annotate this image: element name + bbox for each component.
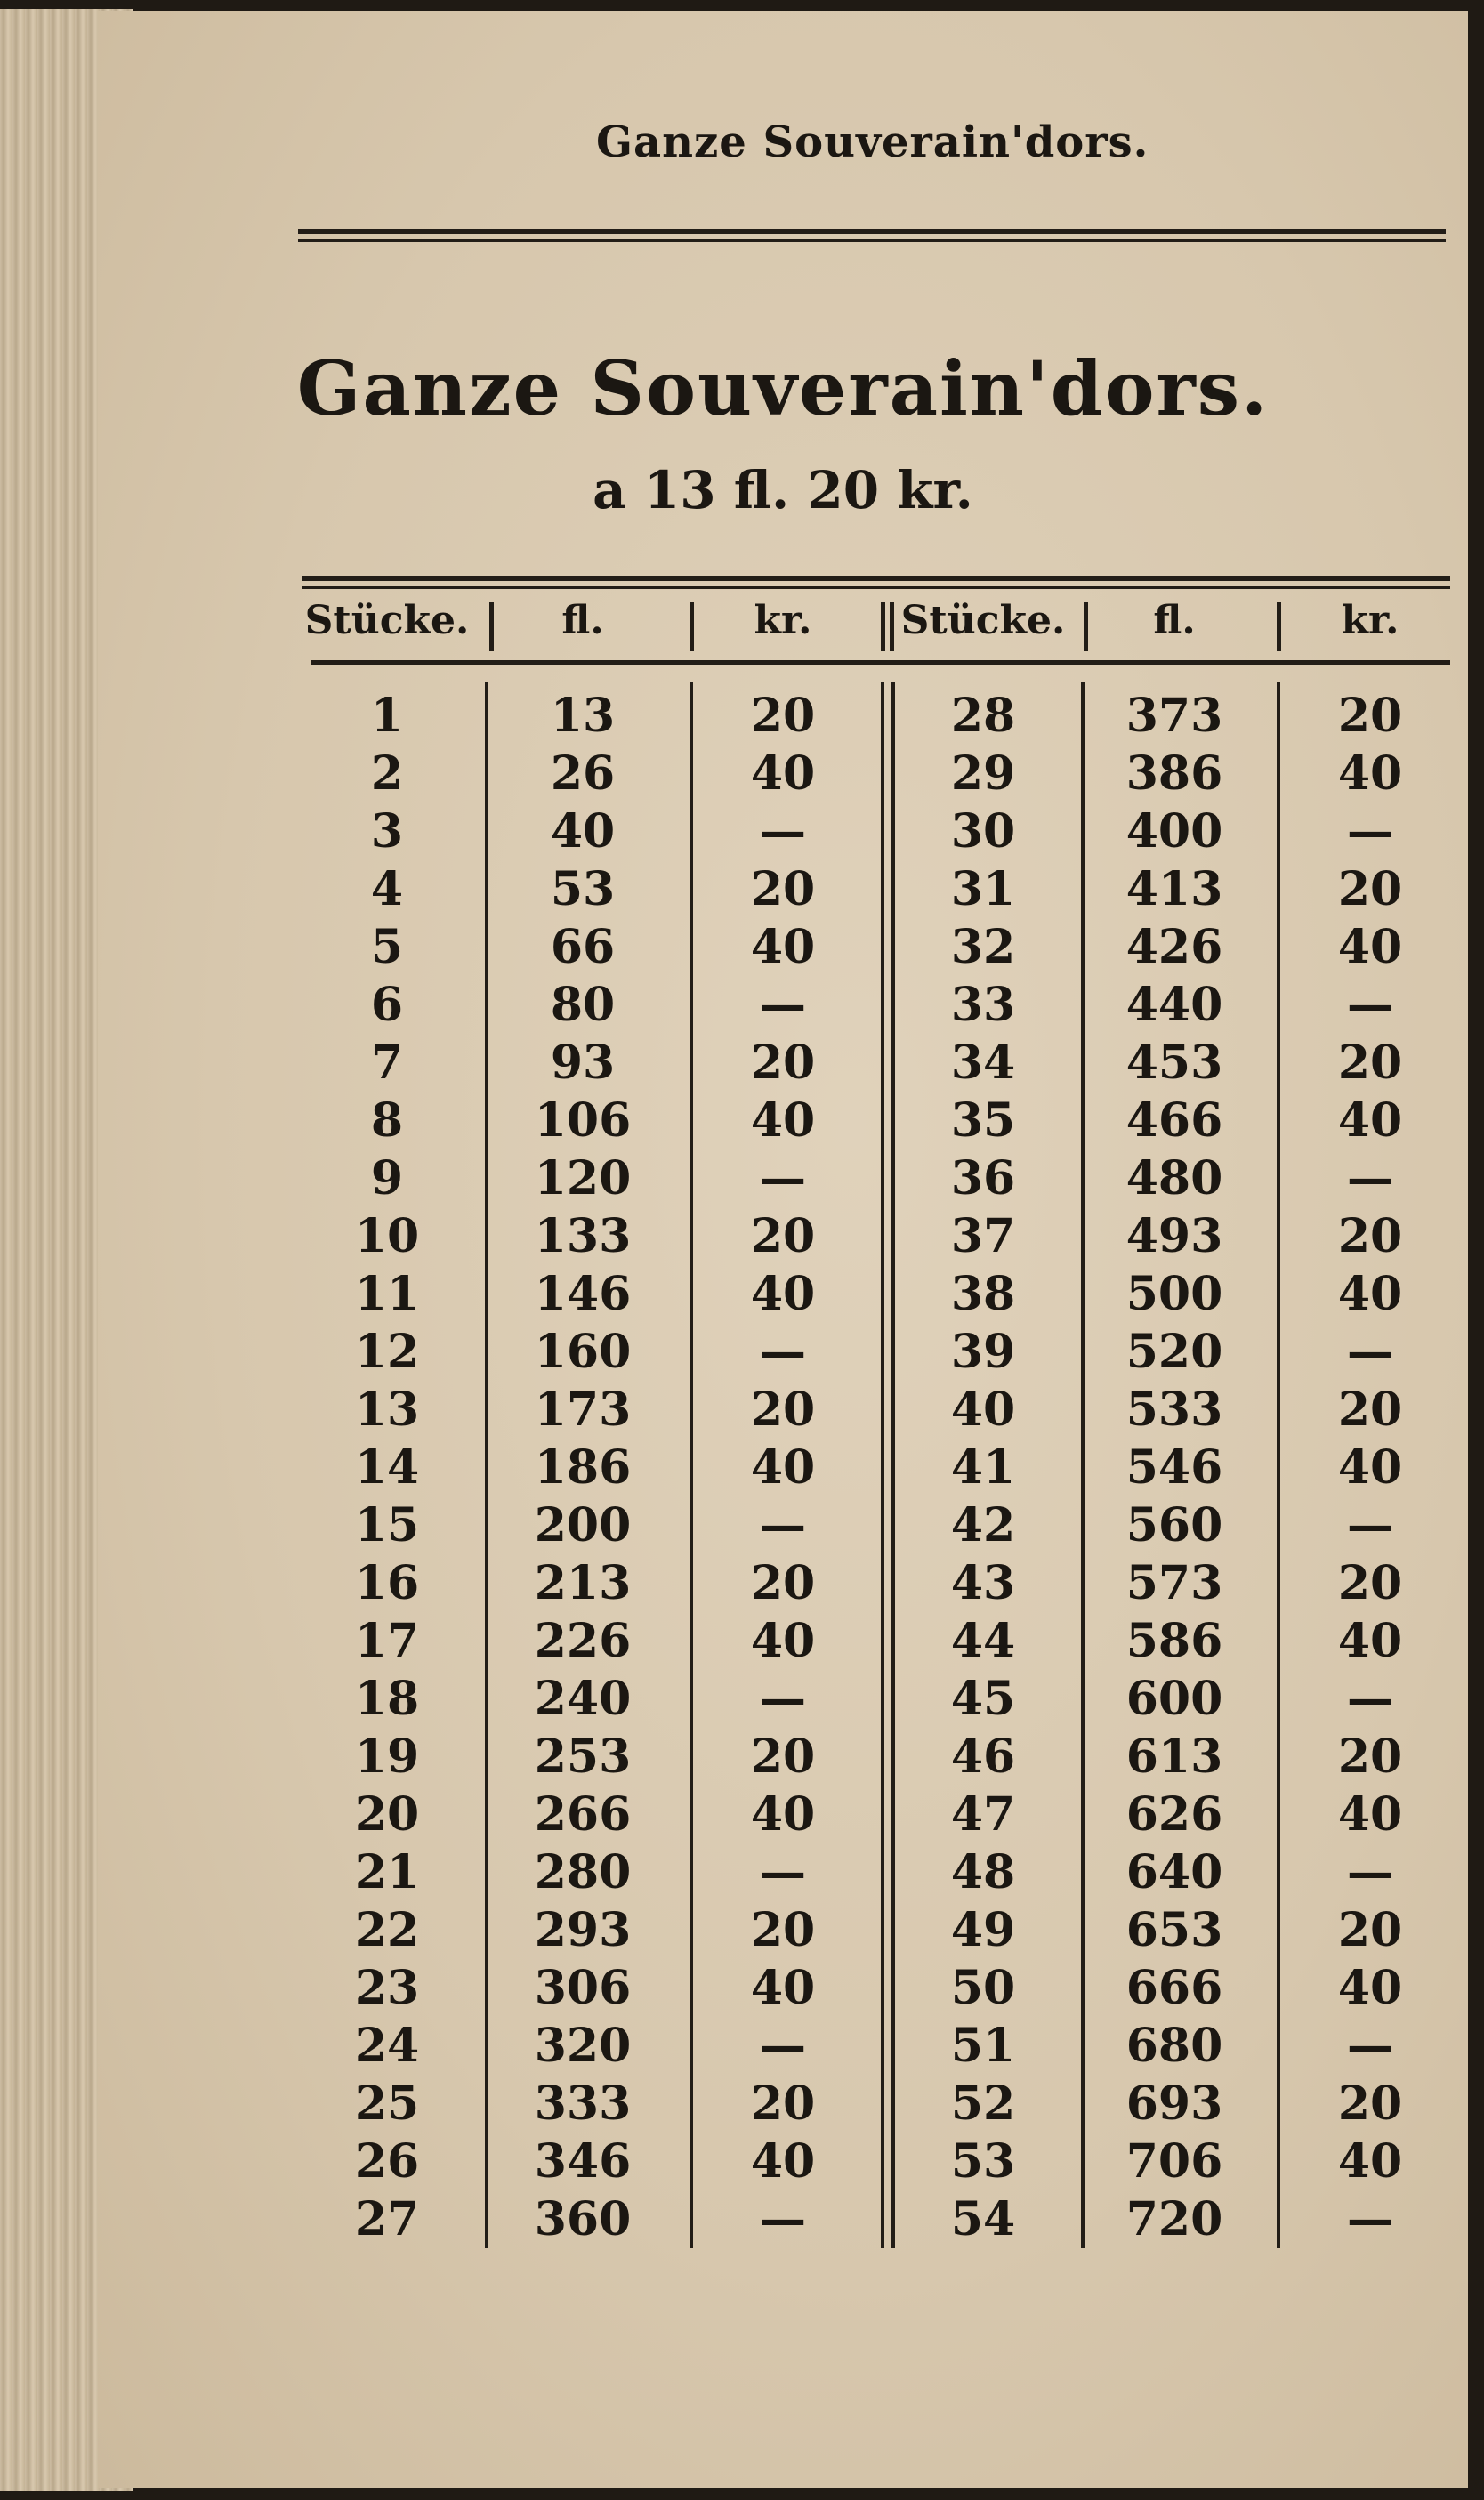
col-header-fl-2: fl. bbox=[1153, 598, 1196, 643]
kr-cell: 20 bbox=[1337, 1730, 1403, 1784]
stuecke-cell: 28 bbox=[950, 689, 1016, 743]
table-row bbox=[98, 918, 1468, 976]
kr-cell: 40 bbox=[1337, 1961, 1403, 2015]
fl-cell: 80 bbox=[550, 978, 616, 1032]
kr-cell: 20 bbox=[750, 1209, 816, 1263]
stuecke-cell: 8 bbox=[370, 1093, 404, 1148]
fl-cell: 13 bbox=[550, 689, 616, 743]
fl-cell: 500 bbox=[1125, 1267, 1223, 1321]
stuecke-cell: 45 bbox=[950, 1672, 1016, 1726]
kr-cell: 20 bbox=[750, 1903, 816, 1957]
stuecke-cell: 26 bbox=[354, 2134, 420, 2189]
table-row bbox=[98, 860, 1468, 918]
stuecke-cell: 18 bbox=[354, 1672, 420, 1726]
fl-cell: 640 bbox=[1125, 1845, 1223, 1899]
fl-cell: 386 bbox=[1125, 746, 1223, 801]
fl-cell: 226 bbox=[534, 1614, 632, 1668]
kr-cell: 20 bbox=[750, 862, 816, 916]
table-row bbox=[98, 802, 1468, 860]
kr-cell: 40 bbox=[1337, 1267, 1403, 1321]
table-row bbox=[98, 1092, 1468, 1149]
stuecke-cell: 19 bbox=[354, 1730, 420, 1784]
table-row bbox=[98, 1612, 1468, 1670]
stuecke-cell: 7 bbox=[370, 1036, 404, 1090]
kr-cell: 40 bbox=[1337, 1440, 1403, 1495]
fl-cell: 573 bbox=[1125, 1556, 1223, 1610]
kr-cell: — bbox=[760, 2019, 806, 2073]
header-divider bbox=[890, 602, 894, 651]
fl-cell: 706 bbox=[1125, 2134, 1223, 2189]
col-header-stuecke-1: Stücke. bbox=[304, 598, 470, 643]
stuecke-cell: 33 bbox=[950, 978, 1016, 1032]
fl-cell: 653 bbox=[1125, 1903, 1223, 1957]
rate-subtitle: a 13 fl. 20 kr. bbox=[593, 460, 973, 520]
col-header-fl-1: fl. bbox=[561, 598, 604, 643]
kr-cell: 20 bbox=[750, 689, 816, 743]
fl-cell: 93 bbox=[550, 1036, 616, 1090]
kr-cell: — bbox=[760, 804, 806, 859]
kr-cell: 20 bbox=[750, 1383, 816, 1437]
kr-cell: 40 bbox=[1337, 1614, 1403, 1668]
kr-cell: 20 bbox=[750, 1730, 816, 1784]
kr-cell: 40 bbox=[1337, 746, 1403, 801]
fl-cell: 106 bbox=[534, 1093, 632, 1148]
page bbox=[98, 11, 1468, 2488]
header-divider bbox=[489, 602, 494, 651]
kr-cell: — bbox=[1347, 1498, 1393, 1552]
stuecke-cell: 37 bbox=[950, 1209, 1016, 1263]
stuecke-cell: 52 bbox=[950, 2077, 1016, 2131]
table-row bbox=[98, 1323, 1468, 1381]
kr-cell: — bbox=[1347, 2192, 1393, 2246]
fl-cell: 560 bbox=[1125, 1498, 1223, 1552]
header-divider bbox=[1084, 602, 1088, 651]
stuecke-cell: 12 bbox=[354, 1325, 420, 1379]
table-row bbox=[98, 1959, 1468, 2017]
fl-cell: 66 bbox=[550, 920, 616, 974]
kr-cell: 40 bbox=[750, 1787, 816, 1842]
kr-cell: 40 bbox=[750, 2134, 816, 2189]
kr-cell: 40 bbox=[750, 1614, 816, 1668]
header-bottom-rule bbox=[311, 660, 1450, 665]
table-row bbox=[98, 1439, 1468, 1496]
header-rule bbox=[298, 229, 1446, 242]
kr-cell: — bbox=[760, 1672, 806, 1726]
fl-cell: 173 bbox=[534, 1383, 632, 1437]
fl-cell: 413 bbox=[1125, 862, 1223, 916]
header-divider bbox=[690, 602, 694, 651]
table-row bbox=[98, 1670, 1468, 1728]
stuecke-cell: 5 bbox=[370, 920, 404, 974]
kr-cell: — bbox=[760, 1845, 806, 1899]
stuecke-cell: 25 bbox=[354, 2077, 420, 2131]
fl-cell: 480 bbox=[1125, 1151, 1223, 1206]
stuecke-cell: 54 bbox=[950, 2192, 1016, 2246]
fl-cell: 40 bbox=[550, 804, 616, 859]
fl-cell: 346 bbox=[534, 2134, 632, 2189]
fl-cell: 120 bbox=[534, 1151, 632, 1206]
stuecke-cell: 17 bbox=[354, 1614, 420, 1668]
stuecke-cell: 38 bbox=[950, 1267, 1016, 1321]
kr-cell: 20 bbox=[750, 1556, 816, 1610]
kr-cell: — bbox=[760, 1151, 806, 1206]
kr-cell: 20 bbox=[1337, 1209, 1403, 1263]
fl-cell: 240 bbox=[534, 1672, 632, 1726]
table-row bbox=[98, 1149, 1468, 1207]
stuecke-cell: 40 bbox=[950, 1383, 1016, 1437]
stuecke-cell: 22 bbox=[354, 1903, 420, 1957]
stuecke-cell: 2 bbox=[370, 746, 404, 801]
kr-cell: 40 bbox=[1337, 1787, 1403, 1842]
header-divider bbox=[881, 602, 885, 651]
stuecke-cell: 44 bbox=[950, 1614, 1016, 1668]
fl-cell: 493 bbox=[1125, 1209, 1223, 1263]
col-header-kr-1: kr. bbox=[754, 598, 812, 643]
kr-cell: — bbox=[760, 1325, 806, 1379]
stuecke-cell: 42 bbox=[950, 1498, 1016, 1552]
stuecke-cell: 41 bbox=[950, 1440, 1016, 1495]
stuecke-cell: 51 bbox=[950, 2019, 1016, 2073]
fl-cell: 426 bbox=[1125, 920, 1223, 974]
fl-cell: 53 bbox=[550, 862, 616, 916]
table-row bbox=[98, 1381, 1468, 1439]
fl-cell: 546 bbox=[1125, 1440, 1223, 1495]
kr-cell: — bbox=[760, 1498, 806, 1552]
stuecke-cell: 43 bbox=[950, 1556, 1016, 1610]
kr-cell: — bbox=[1347, 1325, 1393, 1379]
stuecke-cell: 11 bbox=[354, 1267, 420, 1321]
fl-cell: 373 bbox=[1125, 689, 1223, 743]
table-body bbox=[98, 687, 1468, 2253]
col-header-stuecke-2: Stücke. bbox=[900, 598, 1066, 643]
kr-cell: 20 bbox=[750, 1036, 816, 1090]
kr-cell: 40 bbox=[750, 1440, 816, 1495]
stuecke-cell: 16 bbox=[354, 1556, 420, 1610]
kr-cell: 20 bbox=[1337, 862, 1403, 916]
fl-cell: 626 bbox=[1125, 1787, 1223, 1842]
stuecke-cell: 10 bbox=[354, 1209, 420, 1263]
stuecke-cell: 1 bbox=[370, 689, 404, 743]
stuecke-cell: 20 bbox=[354, 1787, 420, 1842]
stuecke-cell: 31 bbox=[950, 862, 1016, 916]
kr-cell: — bbox=[760, 978, 806, 1032]
kr-cell: 40 bbox=[1337, 2134, 1403, 2189]
fl-cell: 440 bbox=[1125, 978, 1223, 1032]
stuecke-cell: 9 bbox=[370, 1151, 404, 1206]
kr-cell: 40 bbox=[750, 1267, 816, 1321]
fl-cell: 400 bbox=[1125, 804, 1223, 859]
kr-cell: 40 bbox=[750, 920, 816, 974]
fl-cell: 453 bbox=[1125, 1036, 1223, 1090]
stuecke-cell: 14 bbox=[354, 1440, 420, 1495]
running-head: Ganze Souverain'dors. bbox=[596, 117, 1149, 167]
table-row bbox=[98, 1728, 1468, 1786]
stuecke-cell: 39 bbox=[950, 1325, 1016, 1379]
table-top-rule bbox=[302, 576, 1450, 589]
fl-cell: 26 bbox=[550, 746, 616, 801]
fl-cell: 466 bbox=[1125, 1093, 1223, 1148]
stuecke-cell: 48 bbox=[950, 1845, 1016, 1899]
table-header bbox=[98, 598, 1468, 651]
kr-cell: 20 bbox=[1337, 1383, 1403, 1437]
fl-cell: 306 bbox=[534, 1961, 632, 2015]
fl-cell: 293 bbox=[534, 1903, 632, 1957]
fl-cell: 333 bbox=[534, 2077, 632, 2131]
fl-cell: 146 bbox=[534, 1267, 632, 1321]
table-row bbox=[98, 976, 1468, 1034]
stuecke-cell: 29 bbox=[950, 746, 1016, 801]
table-row bbox=[98, 2075, 1468, 2133]
kr-cell: — bbox=[1347, 1845, 1393, 1899]
stuecke-cell: 4 bbox=[370, 862, 404, 916]
fl-cell: 213 bbox=[534, 1556, 632, 1610]
kr-cell: — bbox=[1347, 1672, 1393, 1726]
stuecke-cell: 32 bbox=[950, 920, 1016, 974]
stuecke-cell: 34 bbox=[950, 1036, 1016, 1090]
kr-cell: 20 bbox=[1337, 2077, 1403, 2131]
table-row bbox=[98, 1843, 1468, 1901]
kr-cell: 20 bbox=[1337, 1036, 1403, 1090]
stuecke-cell: 23 bbox=[354, 1961, 420, 2015]
table-row bbox=[98, 745, 1468, 802]
table-row bbox=[98, 2017, 1468, 2075]
fl-cell: 186 bbox=[534, 1440, 632, 1495]
kr-cell: 40 bbox=[750, 1093, 816, 1148]
fl-cell: 280 bbox=[534, 1845, 632, 1899]
stuecke-cell: 13 bbox=[354, 1383, 420, 1437]
table-row bbox=[98, 2190, 1468, 2248]
table-row bbox=[98, 2133, 1468, 2190]
fl-cell: 253 bbox=[534, 1730, 632, 1784]
kr-cell: — bbox=[1347, 1151, 1393, 1206]
table-row bbox=[98, 1034, 1468, 1092]
table-row bbox=[98, 1265, 1468, 1323]
kr-cell: 40 bbox=[1337, 920, 1403, 974]
fl-cell: 360 bbox=[534, 2192, 632, 2246]
stuecke-cell: 35 bbox=[950, 1093, 1016, 1148]
fl-cell: 133 bbox=[534, 1209, 632, 1263]
stuecke-cell: 30 bbox=[950, 804, 1016, 859]
kr-cell: 20 bbox=[1337, 1556, 1403, 1610]
fl-cell: 520 bbox=[1125, 1325, 1223, 1379]
fl-cell: 533 bbox=[1125, 1383, 1223, 1437]
kr-cell: 40 bbox=[750, 746, 816, 801]
kr-cell: — bbox=[1347, 804, 1393, 859]
stuecke-cell: 49 bbox=[950, 1903, 1016, 1957]
fl-cell: 693 bbox=[1125, 2077, 1223, 2131]
table-row bbox=[98, 1554, 1468, 1612]
kr-cell: — bbox=[760, 2192, 806, 2246]
fl-cell: 666 bbox=[1125, 1961, 1223, 2015]
kr-cell: 40 bbox=[1337, 1093, 1403, 1148]
table-row bbox=[98, 1901, 1468, 1959]
stuecke-cell: 6 bbox=[370, 978, 404, 1032]
stuecke-cell: 46 bbox=[950, 1730, 1016, 1784]
table-row bbox=[98, 687, 1468, 745]
kr-cell: — bbox=[1347, 2019, 1393, 2073]
col-header-kr-2: kr. bbox=[1341, 598, 1399, 643]
fl-cell: 600 bbox=[1125, 1672, 1223, 1726]
stuecke-cell: 3 bbox=[370, 804, 404, 859]
stuecke-cell: 47 bbox=[950, 1787, 1016, 1842]
stuecke-cell: 15 bbox=[354, 1498, 420, 1552]
table-row bbox=[98, 1786, 1468, 1843]
fl-cell: 200 bbox=[534, 1498, 632, 1552]
stuecke-cell: 50 bbox=[950, 1961, 1016, 2015]
kr-cell: 20 bbox=[1337, 689, 1403, 743]
fl-cell: 720 bbox=[1125, 2192, 1223, 2246]
stuecke-cell: 36 bbox=[950, 1151, 1016, 1206]
table-row bbox=[98, 1207, 1468, 1265]
fl-cell: 160 bbox=[534, 1325, 632, 1379]
page-title: Ganze Souverain'dors. bbox=[296, 344, 1270, 432]
kr-cell: — bbox=[1347, 978, 1393, 1032]
fl-cell: 266 bbox=[534, 1787, 632, 1842]
kr-cell: 40 bbox=[750, 1961, 816, 2015]
stuecke-cell: 27 bbox=[354, 2192, 420, 2246]
stuecke-cell: 24 bbox=[354, 2019, 420, 2073]
fl-cell: 586 bbox=[1125, 1614, 1223, 1668]
stuecke-cell: 21 bbox=[354, 1845, 420, 1899]
fl-cell: 320 bbox=[534, 2019, 632, 2073]
kr-cell: 20 bbox=[750, 2077, 816, 2131]
fl-cell: 613 bbox=[1125, 1730, 1223, 1784]
stuecke-cell: 53 bbox=[950, 2134, 1016, 2189]
table-row bbox=[98, 1496, 1468, 1554]
header-divider bbox=[1277, 602, 1281, 651]
fl-cell: 680 bbox=[1125, 2019, 1223, 2073]
kr-cell: 20 bbox=[1337, 1903, 1403, 1957]
